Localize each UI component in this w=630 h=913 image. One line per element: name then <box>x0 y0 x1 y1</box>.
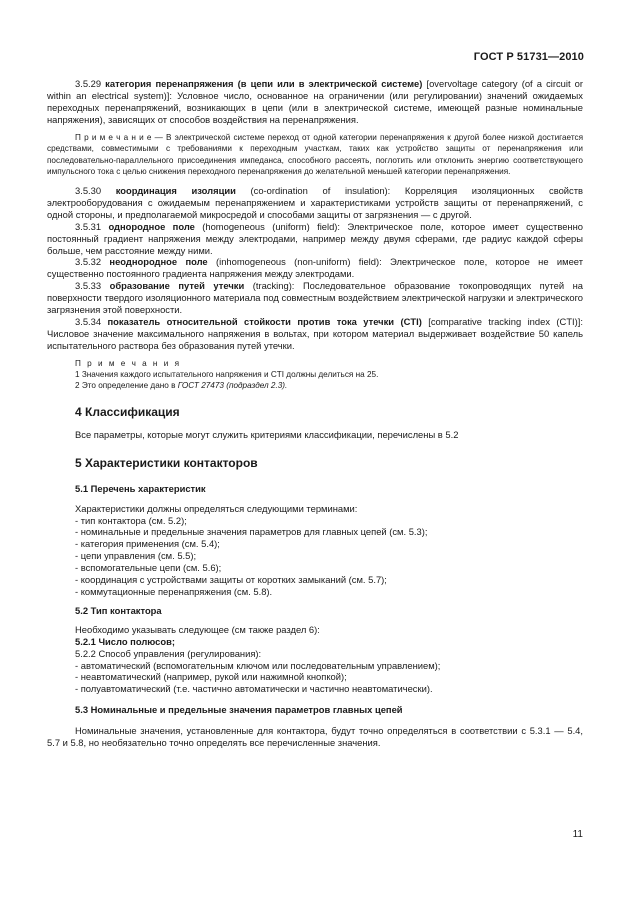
section-5-2-1: 5.2.1 Число полюсов; <box>75 635 176 647</box>
section-5-1-intro: Характеристики должны определяться следующими терминами: <box>75 502 358 514</box>
list-item: - номинальные и предельные значения параметров для главных цепей (см. 5.3); <box>75 526 428 538</box>
section-5-2-intro: Необходимо указывать следующее (см также раздел 6): <box>75 623 320 635</box>
list-item: - тип контактора (см. 5.2); <box>75 514 187 526</box>
definition-3-5-33: 3.5.33 образование путей утечки (tracking): Последовательное образование токопроводящих путей на поверхности твердого изоляционного материала под совместным воздействием электрической нагрузки и электрического загрязнения этой поверхности. <box>47 280 583 316</box>
list-item: - цепи управления (см. 5.5); <box>75 550 197 562</box>
term: координация изоляции <box>115 185 236 196</box>
standard-reference: ГОСТ 27473 (подраздел 2.3). <box>177 380 288 390</box>
notes-heading: П р и м е ч а н и я <box>75 358 182 368</box>
list-item: - координация с устройствами защиты от коротких замыканий (см. 5.7); <box>75 574 387 586</box>
list-item: - полуавтоматический (т.е. частично автоматически и частично неавтоматически). <box>75 683 433 695</box>
section-5-3-heading: 5.3 Номинальные и предельные значения параметров главных цепей <box>75 704 403 716</box>
definition-3-5-31: 3.5.31 однородное поле (homogeneous (uniform) field): Электрическое поле, которое имеет существенно постоянный градиент напряжения между электродами, например между двумя сферами, где радиус каждой сферы больше, чем расстояние между ними. <box>47 220 583 256</box>
note-1: 1 Значения каждого испытательного напряжения и CTI должны делиться на 25. <box>75 369 379 379</box>
section-4-text: Все параметры, которые могут служить критериями классификации, перечислены в 5.2 <box>75 428 459 440</box>
term: неоднородное поле <box>109 256 208 268</box>
section-5-2-heading: 5.2 Тип контактора <box>75 604 162 616</box>
page-number: 11 <box>572 829 583 840</box>
section-4-heading: 4 Классификация <box>75 404 180 419</box>
section-5-2-2: 5.2.2 Способ управления (регулирования): <box>75 647 262 659</box>
list-item: - категория применения (см. 5.4); <box>75 538 220 550</box>
document-id-header: ГОСТ Р 51731—2010 <box>473 51 584 63</box>
section-5-3-text: Номинальные значения, установленные для контактора, будут точно определяться в соответствии с 5.3.1 — 5.4, 5.7 и 5.8, но необязательно точно определять все перечисленные значения. <box>47 725 583 749</box>
definition-3-5-32: 3.5.32 неоднородное поле (inhomogeneous (non-uniform) field): Электрическое поле, которое не имеет существенно постоянного градиента напряжения между электродами. <box>47 256 583 280</box>
list-item: - коммутационные перенапряжения (см. 5.8). <box>75 585 273 597</box>
list-item: - неавтоматический (например, рукой или нажимной кнопкой); <box>75 671 347 683</box>
note-2: 2 Это определение дано в ГОСТ 27473 (подраздел 2.3). <box>75 380 288 390</box>
section-5-heading: 5 Характеристики контакторов <box>75 455 258 470</box>
page-body <box>47 78 583 749</box>
note-overvoltage: П р и м е ч а н и е — В электрической системе переход от одной категории перенапряжения к другой более низкой достигается средствами, совместимыми с требованиями к переходным участкам, таких как устройство защиты от перенапряжения или последовательно-параллельного присоединения импеданса, способного рассеять, поглотить или отклонить энергию соответствующего импульсного тока с целью снижения переходного перенапряжения до желательной меньшей категории перенапряжения. <box>47 132 584 177</box>
section-5-1-heading: 5.1 Перечень характеристик <box>75 482 206 494</box>
note-label: П р и м е ч а н и е <box>75 132 152 142</box>
control-mode-list <box>47 660 583 696</box>
definition-3-5-30: 3.5.30 координация изоляции (co-ordination of insulation): Корреляция изоляционных свойств электрооборудования с ожидаемым перенапряжением и характеристиками устройств защиты от перенапряжений, с одной стороны, и предполагаемой микросредой и способами защиты от загрязнения — с другой. <box>47 185 584 220</box>
term: однородное поле <box>108 220 195 232</box>
list-item: - вспомогательные цепи (см. 5.6); <box>75 562 222 574</box>
characteristics-list <box>47 515 583 598</box>
term: образование путей утечки <box>109 280 245 292</box>
definition-3-5-29: 3.5.29 категория перенапряжения (в цепи или в электрической системе) [overvoltage category (of a circuit or within an electrical system)]: Условное число, основанное на ограничении (или регулировании) значений ожидаемых переходных перенапряжений, возникающих в цепи (или в электрической системе, имеющей разные номинальные напряжения), зависящих от способов воздействия на перенапряжения. <box>47 78 583 125</box>
term: категория перенапряжения (в цепи или в электрической системе) <box>105 78 423 89</box>
term: показатель относительной стойкости против тока утечки (CTI) <box>107 315 422 327</box>
definition-3-5-34: 3.5.34 показатель относительной стойкости против тока утечки (CTI) [comparative tracking index (CTI)]: Числовое значение максимального напряжения в вольтах, при котором материал выдерживает воздействие 50 капель испытательного раствора без образования путей утечки. <box>47 315 583 351</box>
list-item: - автоматический (вспомогательным ключом или последовательным управлением); <box>75 659 441 671</box>
